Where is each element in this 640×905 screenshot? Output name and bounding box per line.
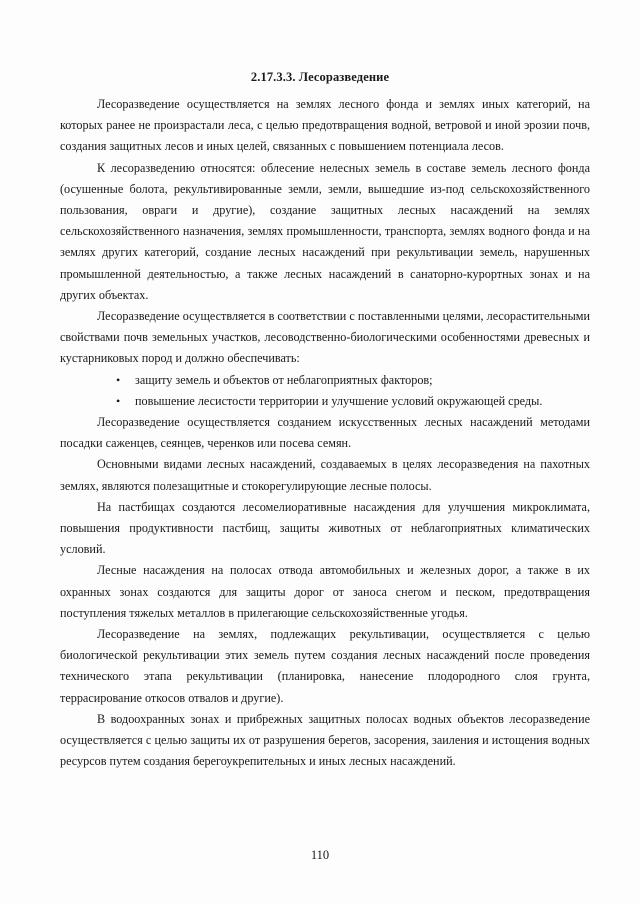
paragraph: Лесные насаждения на полосах отвода автомобильных и железных дорог, а также в их охранных зонах создаются для защиты дорог от заноса снегом и песком, предотвращения поступления тяжелых металлов в прилегающие сельскохозяйственные угодья. bbox=[60, 563, 590, 620]
paragraph: Лесоразведение на землях, подлежащих рекультивации, осуществляется с целью биологической рекультивации этих земель путем создания лесных насаждений после проведения технического этапа рекультивации (планировка, нанесение плодородного слоя грунта, террасирование откосов отвалов и другие). bbox=[60, 627, 590, 705]
bullet-list bbox=[60, 370, 590, 412]
paragraph: В водоохранных зонах и прибрежных защитных полосах водных объектов лесоразведение осуществляется с целью защиты их от разрушения берегов, засорения, заиления и истощения водных ресурсов путем создания берегоукрепительных и иных лесных насаждений. bbox=[60, 711, 590, 769]
body-text bbox=[60, 94, 590, 773]
paragraph: Основными видами лесных насаждений, создаваемых в целях лесоразведения на пахотных землях, являются полезащитные и стокорегулирующие лесные полосы. bbox=[60, 457, 590, 493]
bullet-icon: • bbox=[116, 393, 121, 408]
bullet-text: повышение лесистости территории и улучшение условий окружающей среды. bbox=[135, 393, 543, 408]
page-number: 110 bbox=[310, 848, 330, 862]
paragraph: Лесоразведение осуществляется созданием искусственных лесных насаждений методами посадки саженцев, сеянцев, черенков или посева семян. bbox=[60, 415, 590, 451]
paragraph: Лесоразведение осуществляется в соответствии с поставленными целями, лесорастительными свойствами почв земельных участков, лесоводственно-биологическими особенностями древесных и кустарниковых пород и должно обеспечивать: bbox=[60, 309, 590, 366]
bullet-item bbox=[60, 370, 590, 391]
bullet-icon: • bbox=[116, 372, 121, 387]
paragraph: На пастбищах создаются лесомелиоративные насаждения для улучшения микроклимата, повышения продуктивности пастбищ, защиты животных от неблагоприятных климатических условий. bbox=[60, 499, 590, 557]
paragraph: К лесоразведению относятся: облесение нелесных земель в составе земель лесного фонда (осушенные болота, рекультивированные земли, земли, вышедшие из-под сельскохозяйственного пользования, овраги и другие), создание защитных лесных насаждений на землях сельскохозяйственного назначения, землях промышленности, транспорта, землях водного фонда и на землях других категорий, создание лесных насаждений при рекультивации земель, нарушенных промышленной деятельностью, а также лесных насаждений в санаторно-курортных зонах и на других объектах. bbox=[60, 160, 590, 302]
bullet-text: защиту земель и объектов от неблагоприятных факторов; bbox=[135, 372, 433, 387]
bullet-item bbox=[60, 391, 590, 412]
paragraph: Лесоразведение осуществляется на землях лесного фонда и землях иных категорий, на которых ранее не произрастали леса, с целью предотвращения водной, ветровой и иной эрозии почв, создания защитных лесов и иных целей, связанных с повышением потенциала лесов. bbox=[60, 97, 590, 154]
section-heading: 2.17.3.3. Лесоразведение bbox=[250, 70, 390, 84]
